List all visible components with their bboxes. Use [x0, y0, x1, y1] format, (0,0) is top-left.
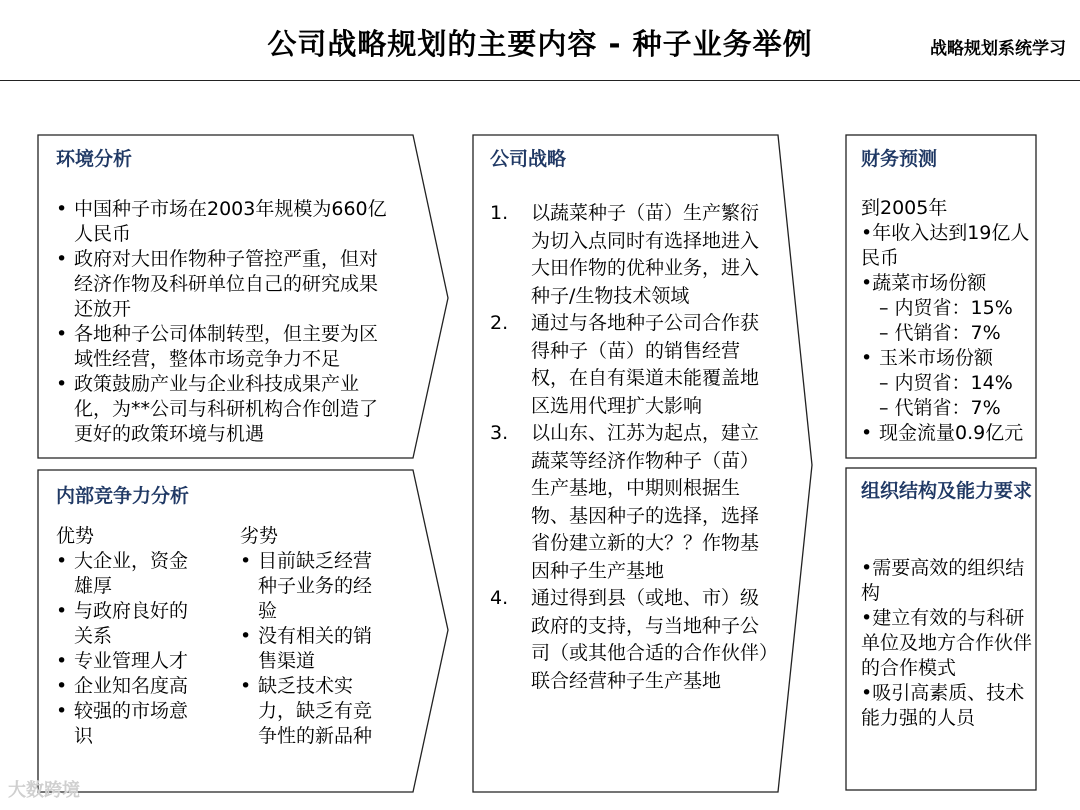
- strength-item: • 企业知名度高: [56, 674, 206, 699]
- strategy-item-text: 以山东、江苏为起点，建立蔬菜等经济作物种子（苗）生产基地，中期则根据生物、基因种子的选择，选择省份建立新的大？？作物基因种子生产基地: [531, 422, 760, 582]
- strengths-list: [56, 549, 206, 749]
- strength-item: • 大企业，资金雄厚: [56, 549, 206, 599]
- finance-intro: 到2005年: [861, 197, 948, 219]
- finance-cash-group: [861, 421, 1031, 446]
- strengths-label: 优势: [56, 525, 95, 547]
- weakness-item: • 没有相关的销售渠道: [240, 624, 390, 674]
- organization-content: [861, 556, 1033, 731]
- strategy-item: [490, 200, 772, 310]
- environment-bullet: • 各地种子公司体制转型，但主要为区域性经营，整体市场竞争力不足: [56, 322, 394, 372]
- finance-revenue: •年收入达到19亿人民币: [861, 222, 1030, 269]
- weaknesses-label: 劣势: [240, 525, 279, 547]
- strategy-item: [490, 420, 772, 585]
- weakness-item: • 缺乏技术实力，缺乏有竞争性的新品种: [240, 674, 390, 749]
- header-tagline: 战略规划系统学习: [930, 39, 1066, 59]
- strategy-item: [490, 310, 772, 420]
- strategy-item-text: 以蔬菜种子（苗）生产繁衍为切入点同时有选择地进入大田作物的优种业务，进入种子/生物技术领域: [531, 202, 760, 307]
- weaknesses-list: [240, 549, 390, 749]
- strategy-item-number: 1.: [490, 202, 509, 224]
- page-title: 公司战略规划的主要内容 - 种子业务举例: [267, 27, 813, 61]
- strategy-item-number: 2.: [490, 312, 509, 334]
- strategy-item-number: 3.: [490, 422, 509, 444]
- strategy-list: [490, 200, 772, 695]
- strategy-item-number: 4.: [490, 587, 509, 609]
- finance-corn-group: [861, 346, 1031, 371]
- strength-item: • 专业管理人才: [56, 649, 206, 674]
- finance-veg-item: – 代销省：7%: [879, 322, 1001, 344]
- organization-item: •吸引高素质、技术能力强的人员: [861, 682, 1025, 729]
- organization-heading: 组织结构及能力要求: [861, 480, 1033, 502]
- organization-item: •需要高效的组织结构: [861, 557, 1025, 604]
- environment-heading: 环境分析: [56, 148, 133, 170]
- watermark: 大数跨境: [8, 780, 80, 801]
- weakness-item: • 目前缺乏经营种子业务的经验: [240, 549, 390, 624]
- environment-bullet: • 政府对大田作物种子管控严重，但对经济作物及科研单位自己的研究成果还放开: [56, 247, 394, 322]
- environment-bullet: • 中国种子市场在2003年规模为660亿人民币: [56, 197, 394, 247]
- strength-item: • 与政府良好的关系: [56, 599, 206, 649]
- environment-list: [56, 197, 394, 447]
- strength-item: • 较强的市场意识: [56, 699, 206, 749]
- finance-veg-label: •蔬菜市场份额: [861, 272, 987, 294]
- finance-corn-label: • 玉米市场份额: [861, 346, 1031, 371]
- environment-bullet: • 政策鼓励产业与企业科技成果产业化，为**公司与科研机构合作创造了更好的政策环境与机遇: [56, 372, 394, 447]
- strategy-item: [490, 585, 772, 695]
- finance-cash: • 现金流量0.9亿元: [861, 421, 1031, 446]
- strategy-item-text: 通过与各地种子公司合作获得种子（苗）的销售经营权，在自有渠道未能覆盖地区选用代理扩大影响: [531, 312, 760, 417]
- strategy-heading: 公司战略: [490, 148, 567, 170]
- finance-corn-item: – 内贸省：14%: [879, 372, 1013, 394]
- strategy-item-text: 通过得到县（或地、市）级政府的支持，与当地种子公司（或其他合适的合作伙伴）联合经营种子生产基地: [531, 587, 769, 692]
- finance-heading: 财务预测: [861, 148, 938, 170]
- competitiveness-heading: 内部竞争力分析: [56, 485, 190, 507]
- finance-content: [861, 196, 1031, 446]
- organization-item: •建立有效的与科研单位及地方合作伙伴的合作模式: [861, 607, 1033, 679]
- finance-corn-item: – 代销省：7%: [879, 397, 1001, 419]
- finance-veg-item: – 内贸省：15%: [879, 297, 1013, 319]
